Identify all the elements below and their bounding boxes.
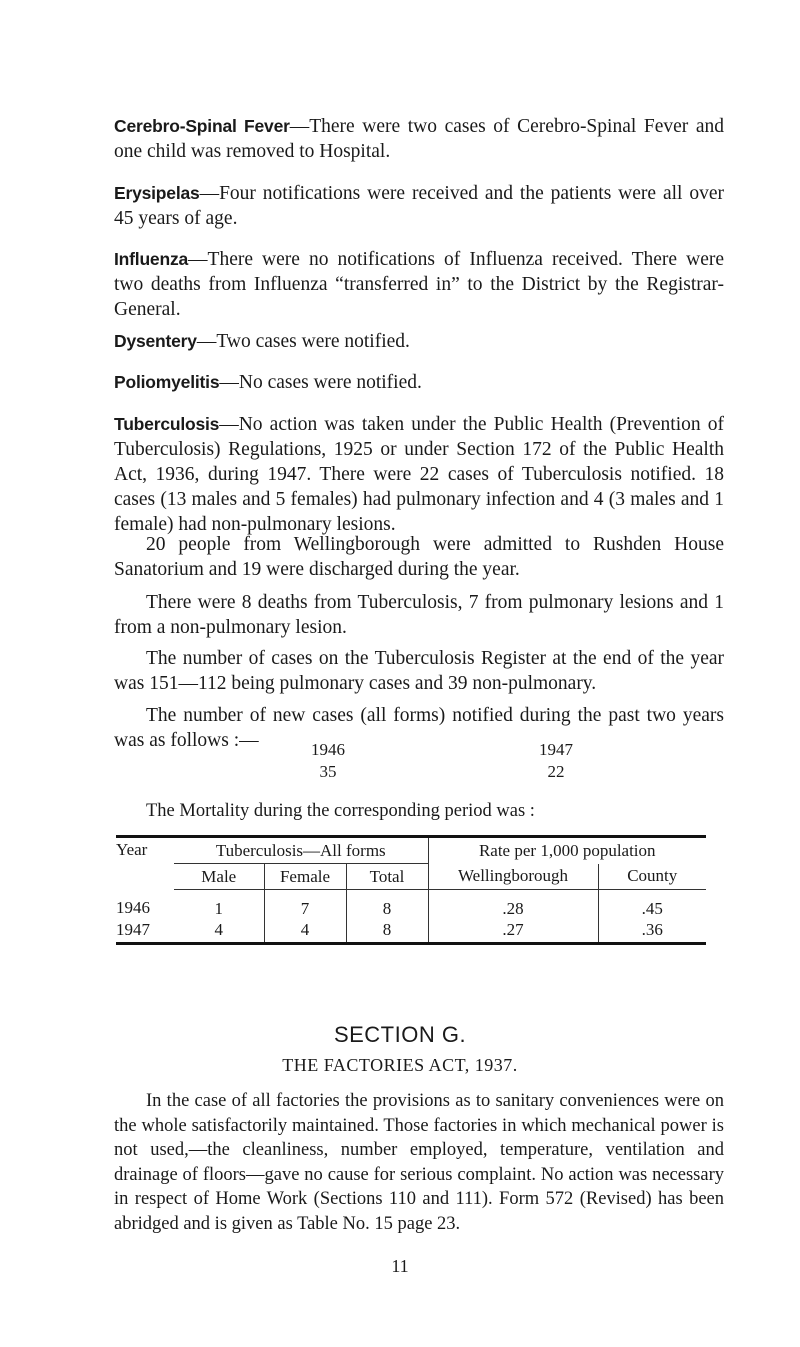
cell-female: 4 [264, 919, 346, 944]
paragraph-erysipelas [114, 181, 724, 231]
paragraph-tb-register: The number of cases on the Tuberculosis Register at the end of the year was 151—112 being pulmonary cases and 39 non-pulmonary. [114, 648, 724, 694]
page-number: 11 [391, 1256, 409, 1276]
section-subtitle: THE FACTORIES ACT, 1937. [282, 1055, 518, 1075]
paragraph-tb-deaths: There were 8 deaths from Tuberculosis, 7 from pulmonary lesions and 1 from a non-pulmonary lesion. [114, 592, 724, 638]
heading-poliomyelitis: Poliomyelitis [114, 372, 220, 392]
cell-year: 1946 [116, 898, 150, 918]
header-wellingborough: Wellingborough [428, 864, 598, 890]
paragraph-influenza [114, 247, 724, 322]
cell-wellingborough: .28 [428, 890, 598, 920]
paragraph-mortality-intro: The Mortality during the corresponding period was : [146, 801, 535, 821]
cell-county: .45 [598, 890, 706, 920]
paragraph-cerebro-spinal-fever [114, 114, 724, 164]
cell-year: 1947 [116, 919, 150, 939]
text-cerebro-spinal-fever: —There were two cases of Cerebro-Spinal Fever and one child was removed to Hospital. [114, 116, 724, 162]
mortality-table-group-header [116, 837, 706, 864]
heading-erysipelas: Erysipelas [114, 183, 200, 203]
paragraph-new-cases: The number of new cases (all forms) notified during the past two years was as follows :— [114, 705, 724, 751]
new-cases-count-1946: 35 [319, 762, 337, 781]
heading-dysentery: Dysentery [114, 331, 197, 351]
section-title: SECTION G. [333, 1022, 467, 1047]
new-cases-year-1947: 1947 [539, 740, 573, 759]
text-poliomyelitis: —No cases were notified. [219, 372, 422, 393]
paragraph-sanatorium: 20 people from Wellingborough were admitted to Rushden House Sanatorium and 19 were discharged during the year. [114, 534, 724, 580]
table-row [116, 890, 706, 920]
text-influenza: —There were no notifications of Influenza received. There were two deaths from Influenza “transferred in” to the District by the Registrar-General. [114, 249, 724, 320]
header-year: Year [116, 840, 148, 859]
new-cases-years [298, 740, 586, 760]
paragraph-factories-act: In the case of all factories the provisions as to sanitary conveniences were on the whole satisfactorily maintained. Those factories in which mechanical power is not used,—the cleanliness, number employed, temperature, ventilation and drainage of floors—gave no cause for serious complaint. No action was necessary in respect of Home Work (Sections 110 and 111). Form 572 (Revised) has been abridged and is given as Table No. 15 page 23. [114, 1091, 724, 1234]
header-female: Female [264, 864, 346, 890]
heading-influenza: Influenza [114, 249, 189, 269]
cell-female: 7 [264, 890, 346, 920]
cell-total: 8 [346, 890, 428, 920]
cell-wellingborough: .27 [428, 919, 598, 944]
header-tuberculosis-all-forms: Tuberculosis—All forms [174, 837, 428, 864]
text-dysentery: —Two cases were notified. [196, 331, 410, 352]
text-tuberculosis: —No action was taken under the Public Health (Prevention of Tuberculosis) Regulations, 1925 or under Section 172 of the Public Health Act, 1936, during 1947. There were 22 cases of Tuberculosis notified. 18 cases (13 males and 5 females) had pulmonary infection and 4 (3 males and 1 female) had non-pulmonary lesions. [114, 414, 724, 535]
header-rate-per-1000: Rate per 1,000 population [428, 837, 706, 864]
header-county: County [598, 864, 706, 890]
new-cases-year-1946: 1946 [311, 740, 345, 759]
header-total: Total [346, 864, 428, 890]
cell-total: 8 [346, 919, 428, 944]
heading-cerebro-spinal-fever: Cerebro-Spinal Fever [114, 116, 290, 136]
mortality-table [116, 835, 706, 945]
cell-male: 4 [214, 919, 223, 939]
new-cases-counts [298, 762, 586, 782]
new-cases-count-1947: 22 [547, 762, 565, 781]
paragraph-dysentery [114, 329, 724, 354]
mortality-table-sub-header [116, 864, 706, 890]
heading-tuberculosis: Tuberculosis [114, 414, 220, 434]
table-row [116, 919, 706, 944]
text-erysipelas: —Four notifications were received and the patients were all over 45 years of age. [114, 183, 724, 229]
paragraph-tuberculosis [114, 412, 724, 537]
paragraph-poliomyelitis [114, 370, 724, 395]
cell-male: 1 [214, 898, 223, 918]
cell-county: .36 [598, 919, 706, 944]
header-male: Male [174, 864, 264, 890]
